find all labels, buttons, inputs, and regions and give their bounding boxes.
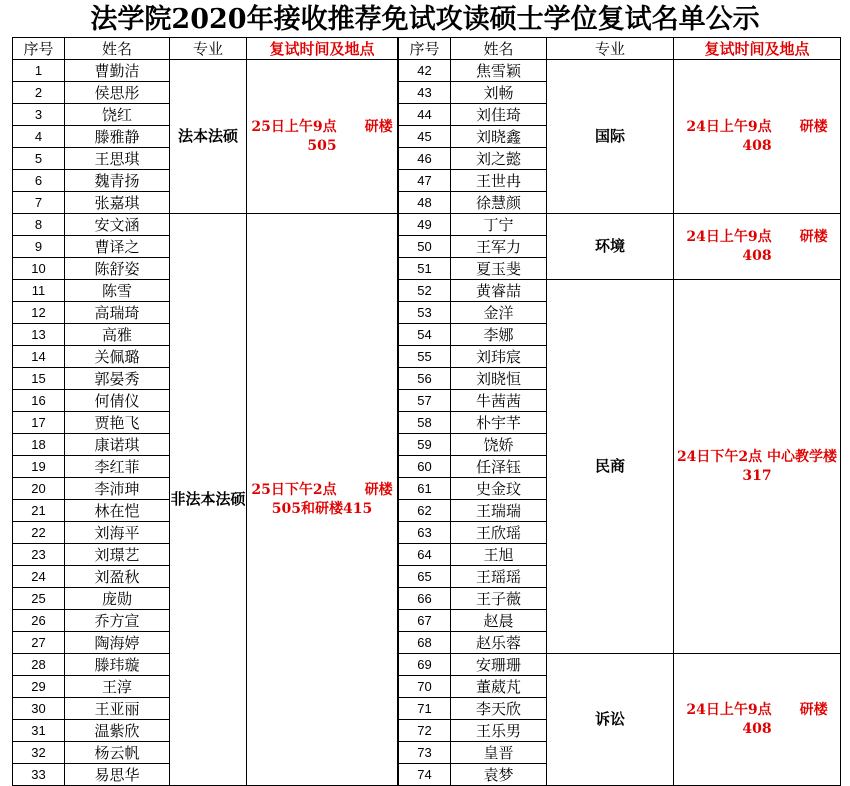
name-cell: 滕玮璇 bbox=[65, 654, 170, 676]
name-cell: 牛茜茜 bbox=[451, 390, 547, 412]
seq-cell: 57 bbox=[399, 390, 451, 412]
name-cell: 王瑞瑞 bbox=[451, 500, 547, 522]
time-place-cell: 25日上午9点 研楼505 bbox=[247, 60, 398, 214]
major-cell: 诉讼 bbox=[547, 654, 674, 786]
name-cell: 李沛珅 bbox=[65, 478, 170, 500]
name-cell: 滕雅静 bbox=[65, 126, 170, 148]
time-place-cell: 24日上午9点 研楼408 bbox=[674, 214, 841, 280]
name-cell: 赵晨 bbox=[451, 610, 547, 632]
name-cell: 王亚丽 bbox=[65, 698, 170, 720]
table-row bbox=[399, 280, 841, 302]
seq-cell: 62 bbox=[399, 500, 451, 522]
name-cell: 史金玟 bbox=[451, 478, 547, 500]
seq-cell: 11 bbox=[13, 280, 65, 302]
name-cell: 曹勤洁 bbox=[65, 60, 170, 82]
name-cell: 夏玉斐 bbox=[451, 258, 547, 280]
seq-cell: 42 bbox=[399, 60, 451, 82]
seq-cell: 22 bbox=[13, 522, 65, 544]
name-cell: 高瑞琦 bbox=[65, 302, 170, 324]
seq-cell: 12 bbox=[13, 302, 65, 324]
seq-cell: 29 bbox=[13, 676, 65, 698]
name-cell: 王瑶瑶 bbox=[451, 566, 547, 588]
seq-cell: 60 bbox=[399, 456, 451, 478]
seq-cell: 6 bbox=[13, 170, 65, 192]
table-row bbox=[399, 60, 841, 82]
seq-cell: 67 bbox=[399, 610, 451, 632]
time-place-cell: 24日上午9点 研楼408 bbox=[674, 60, 841, 214]
name-cell: 乔方宣 bbox=[65, 610, 170, 632]
table-row bbox=[13, 214, 398, 236]
time-place-cell: 24日上午9点 研楼408 bbox=[674, 654, 841, 786]
seq-cell: 58 bbox=[399, 412, 451, 434]
name-cell: 刘晓鑫 bbox=[451, 126, 547, 148]
name-cell: 王淳 bbox=[65, 676, 170, 698]
time-place-cell: 25日下午2点 研楼505和研楼415 bbox=[247, 214, 398, 786]
seq-cell: 32 bbox=[13, 742, 65, 764]
header-time-place: 复试时间及地点 bbox=[247, 38, 398, 60]
name-cell: 饶红 bbox=[65, 104, 170, 126]
major-cell: 环境 bbox=[547, 214, 674, 280]
seq-cell: 50 bbox=[399, 236, 451, 258]
major-cell: 民商 bbox=[547, 280, 674, 654]
seq-cell: 25 bbox=[13, 588, 65, 610]
seq-cell: 1 bbox=[13, 60, 65, 82]
seq-cell: 64 bbox=[399, 544, 451, 566]
name-cell: 李娜 bbox=[451, 324, 547, 346]
name-cell: 李红菲 bbox=[65, 456, 170, 478]
seq-cell: 46 bbox=[399, 148, 451, 170]
seq-cell: 71 bbox=[399, 698, 451, 720]
seq-cell: 44 bbox=[399, 104, 451, 126]
name-cell: 焦雪颖 bbox=[451, 60, 547, 82]
name-cell: 陈雪 bbox=[65, 280, 170, 302]
seq-cell: 30 bbox=[13, 698, 65, 720]
seq-cell: 69 bbox=[399, 654, 451, 676]
seq-cell: 61 bbox=[399, 478, 451, 500]
name-cell: 侯思彤 bbox=[65, 82, 170, 104]
name-cell: 安文涵 bbox=[65, 214, 170, 236]
seq-cell: 8 bbox=[13, 214, 65, 236]
name-cell: 王思琪 bbox=[65, 148, 170, 170]
seq-cell: 18 bbox=[13, 434, 65, 456]
name-cell: 温紫欣 bbox=[65, 720, 170, 742]
page-title: 法学院2020年接收推荐免试攻读硕士学位复试名单公示 bbox=[90, 4, 760, 35]
seq-cell: 3 bbox=[13, 104, 65, 126]
name-cell: 林在恺 bbox=[65, 500, 170, 522]
seq-cell: 20 bbox=[13, 478, 65, 500]
name-cell: 皇晋 bbox=[451, 742, 547, 764]
name-cell: 刘畅 bbox=[451, 82, 547, 104]
seq-cell: 55 bbox=[399, 346, 451, 368]
name-cell: 金洋 bbox=[451, 302, 547, 324]
name-cell: 刘之懿 bbox=[451, 148, 547, 170]
name-cell: 易思华 bbox=[65, 764, 170, 786]
name-cell: 黄睿喆 bbox=[451, 280, 547, 302]
seq-cell: 73 bbox=[399, 742, 451, 764]
seq-cell: 59 bbox=[399, 434, 451, 456]
seq-cell: 31 bbox=[13, 720, 65, 742]
seq-cell: 53 bbox=[399, 302, 451, 324]
header-time-place: 复试时间及地点 bbox=[674, 38, 841, 60]
name-cell: 何倩仪 bbox=[65, 390, 170, 412]
name-cell: 陈舒姿 bbox=[65, 258, 170, 280]
table-body-right bbox=[399, 60, 841, 786]
name-cell: 刘璟艺 bbox=[65, 544, 170, 566]
seq-cell: 47 bbox=[399, 170, 451, 192]
name-cell: 关佩璐 bbox=[65, 346, 170, 368]
name-cell: 赵乐蓉 bbox=[451, 632, 547, 654]
header-major: 专业 bbox=[170, 38, 247, 60]
name-cell: 王世冉 bbox=[451, 170, 547, 192]
seq-cell: 33 bbox=[13, 764, 65, 786]
name-cell: 杨云帆 bbox=[65, 742, 170, 764]
candidate-table-right bbox=[398, 37, 841, 786]
seq-cell: 7 bbox=[13, 192, 65, 214]
seq-cell: 15 bbox=[13, 368, 65, 390]
table-row bbox=[399, 214, 841, 236]
name-cell: 董葳芃 bbox=[451, 676, 547, 698]
name-cell: 庞勋 bbox=[65, 588, 170, 610]
name-cell: 王旭 bbox=[451, 544, 547, 566]
seq-cell: 14 bbox=[13, 346, 65, 368]
seq-cell: 65 bbox=[399, 566, 451, 588]
seq-cell: 5 bbox=[13, 148, 65, 170]
name-cell: 曹译之 bbox=[65, 236, 170, 258]
name-cell: 康诺琪 bbox=[65, 434, 170, 456]
table-row bbox=[13, 60, 398, 82]
seq-cell: 2 bbox=[13, 82, 65, 104]
time-place-cell: 24日下午2点 中心教学楼317 bbox=[674, 280, 841, 654]
seq-cell: 24 bbox=[13, 566, 65, 588]
name-cell: 刘玮宸 bbox=[451, 346, 547, 368]
name-cell: 刘晓恒 bbox=[451, 368, 547, 390]
table-body-left bbox=[13, 60, 398, 786]
seq-cell: 23 bbox=[13, 544, 65, 566]
name-cell: 高雅 bbox=[65, 324, 170, 346]
name-cell: 朴宇芊 bbox=[451, 412, 547, 434]
seq-cell: 43 bbox=[399, 82, 451, 104]
name-cell: 徐慧颜 bbox=[451, 192, 547, 214]
seq-cell: 19 bbox=[13, 456, 65, 478]
name-cell: 饶娇 bbox=[451, 434, 547, 456]
seq-cell: 26 bbox=[13, 610, 65, 632]
seq-cell: 66 bbox=[399, 588, 451, 610]
name-cell: 安珊珊 bbox=[451, 654, 547, 676]
header-name: 姓名 bbox=[65, 38, 170, 60]
seq-cell: 56 bbox=[399, 368, 451, 390]
name-cell: 王军力 bbox=[451, 236, 547, 258]
name-cell: 郭晏秀 bbox=[65, 368, 170, 390]
seq-cell: 68 bbox=[399, 632, 451, 654]
seq-cell: 45 bbox=[399, 126, 451, 148]
name-cell: 魏青扬 bbox=[65, 170, 170, 192]
name-cell: 刘海平 bbox=[65, 522, 170, 544]
seq-cell: 13 bbox=[13, 324, 65, 346]
seq-cell: 4 bbox=[13, 126, 65, 148]
seq-cell: 27 bbox=[13, 632, 65, 654]
name-cell: 王欣瑶 bbox=[451, 522, 547, 544]
candidate-table-left bbox=[12, 37, 398, 786]
name-cell: 贾艳飞 bbox=[65, 412, 170, 434]
seq-cell: 63 bbox=[399, 522, 451, 544]
table-row bbox=[399, 654, 841, 676]
header-seq: 序号 bbox=[13, 38, 65, 60]
name-cell: 袁梦 bbox=[451, 764, 547, 786]
seq-cell: 74 bbox=[399, 764, 451, 786]
name-cell: 李天欣 bbox=[451, 698, 547, 720]
major-cell: 国际 bbox=[547, 60, 674, 214]
name-cell: 刘盈秋 bbox=[65, 566, 170, 588]
seq-cell: 49 bbox=[399, 214, 451, 236]
header-seq: 序号 bbox=[399, 38, 451, 60]
major-cell: 非法本法硕 bbox=[170, 214, 247, 786]
seq-cell: 10 bbox=[13, 258, 65, 280]
seq-cell: 54 bbox=[399, 324, 451, 346]
seq-cell: 28 bbox=[13, 654, 65, 676]
name-cell: 任泽钰 bbox=[451, 456, 547, 478]
name-cell: 张嘉琪 bbox=[65, 192, 170, 214]
header-name: 姓名 bbox=[451, 38, 547, 60]
name-cell: 王子薇 bbox=[451, 588, 547, 610]
seq-cell: 51 bbox=[399, 258, 451, 280]
header-major: 专业 bbox=[547, 38, 674, 60]
seq-cell: 72 bbox=[399, 720, 451, 742]
major-cell: 法本法硕 bbox=[170, 60, 247, 214]
name-cell: 陶海婷 bbox=[65, 632, 170, 654]
name-cell: 王乐男 bbox=[451, 720, 547, 742]
name-cell: 刘佳琦 bbox=[451, 104, 547, 126]
seq-cell: 48 bbox=[399, 192, 451, 214]
seq-cell: 16 bbox=[13, 390, 65, 412]
seq-cell: 52 bbox=[399, 280, 451, 302]
seq-cell: 70 bbox=[399, 676, 451, 698]
seq-cell: 17 bbox=[13, 412, 65, 434]
seq-cell: 21 bbox=[13, 500, 65, 522]
name-cell: 丁宁 bbox=[451, 214, 547, 236]
seq-cell: 9 bbox=[13, 236, 65, 258]
